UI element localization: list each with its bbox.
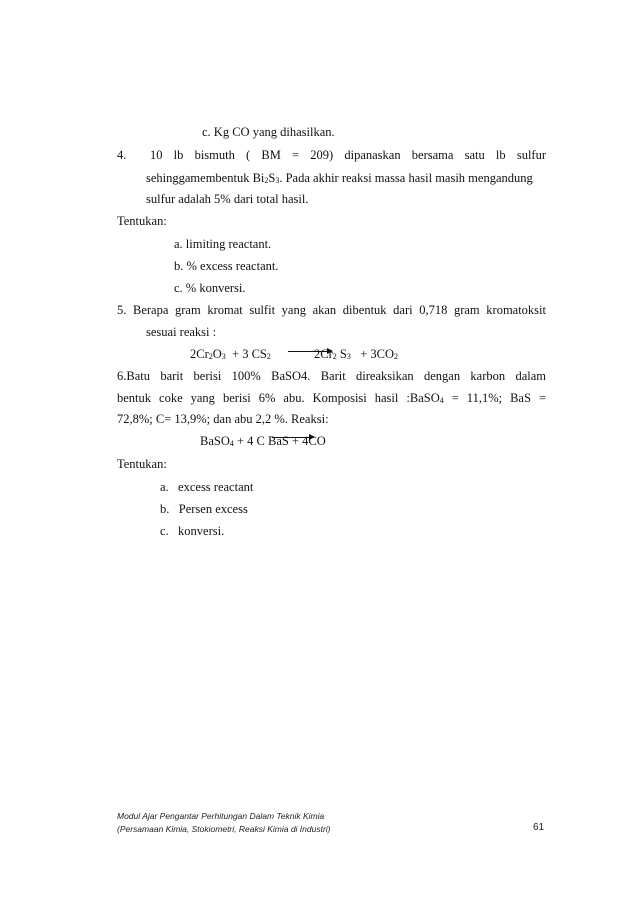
eq5-cs: + 3 CS <box>232 347 267 361</box>
eq6-rest: + 4 C BaS + 4CO <box>233 434 326 448</box>
question-6-line-3: 72,8%; C= 13,9%; dan abu 2,2 %. Reaksi: <box>117 412 329 426</box>
eq5-o: O <box>212 347 222 361</box>
question-4-line-2 <box>146 170 546 186</box>
q6-line2-text-b: = 11,1%; BaS = <box>443 391 546 405</box>
q6-subscript: 4 <box>439 396 444 405</box>
question-5-line-1: 5. Berapa gram kromat sulfit yang akan dibentuk dari 0,718 gram kromatoksit <box>117 303 546 317</box>
question-6a: a. excess reactant <box>160 480 254 494</box>
eq6-baso: BaSO <box>200 434 230 448</box>
question-4-line-2-text-b: S <box>268 171 276 185</box>
question-4c: c. % konversi. <box>174 281 246 295</box>
eq6-sub: 4 <box>229 439 234 448</box>
reaction-arrow-icon <box>272 437 314 438</box>
q6-line2-text-a: bentuk coke yang berisi 6% abu. Komposisi hasil :BaSO <box>117 391 440 405</box>
eq5-sub: 2 <box>394 352 398 361</box>
question-6-line-1: 6.Batu barit berisi 100% BaSO4. Barit direaksikan dengan karbon dalam <box>117 369 546 383</box>
eq5-sub: 3 <box>221 352 226 361</box>
question-4-line-1: 10 lb bismuth ( BM = 209) dipanaskan bersama satu lb sulfur <box>150 148 546 162</box>
question-6-equation <box>200 433 326 449</box>
page-number: 61 <box>533 822 545 833</box>
question-6-line-2 <box>117 390 546 406</box>
question-4-line-3: sulfur adalah 5% dari total hasil. <box>146 192 309 206</box>
question-5-line-2: sesuai reaksi : <box>146 325 217 339</box>
question-4-line-2-text-c: . Pada akhir reaksi massa hasil masih mengandung <box>279 171 533 185</box>
question-4a: a. limiting reactant. <box>174 237 272 251</box>
eq5-sub: 2 <box>332 352 337 361</box>
question-4b: b. % excess reactant. <box>174 259 279 273</box>
question-5-equation-rhs <box>314 346 398 362</box>
eq5-s: S <box>336 347 347 361</box>
eq5-sub: 2 <box>266 352 271 361</box>
question-4-number: 4. <box>117 148 127 162</box>
question-5-equation-lhs <box>190 346 271 362</box>
footer-line-1: Modul Ajar Pengantar Perhitungan Dalam Teknik Kimia <box>117 811 325 821</box>
question-6c: c. konversi. <box>160 524 225 538</box>
eq5-cr2: 2Cr <box>314 347 333 361</box>
eq5-co: + 3CO <box>360 347 394 361</box>
question-4-subscript-3: 3 <box>275 176 280 185</box>
eq5-sub: 3 <box>346 352 351 361</box>
footer-line-2: (Persamaan Kimia, Stokiometri, Reaksi Kimia di Industri) <box>117 824 331 834</box>
eq5-cr: 2Cr <box>190 347 209 361</box>
question-4-subscript-2: 2 <box>264 176 269 185</box>
tentukan-label-2: Tentukan: <box>117 457 167 471</box>
question-6b: b. Persen excess <box>160 502 248 516</box>
tentukan-label-1: Tentukan: <box>117 214 167 228</box>
question-4-line-2-text-a: sehinggamembentuk Bi <box>146 171 265 185</box>
question-3c: c. Kg CO yang dihasilkan. <box>202 125 335 139</box>
eq5-sub: 2 <box>208 352 213 361</box>
